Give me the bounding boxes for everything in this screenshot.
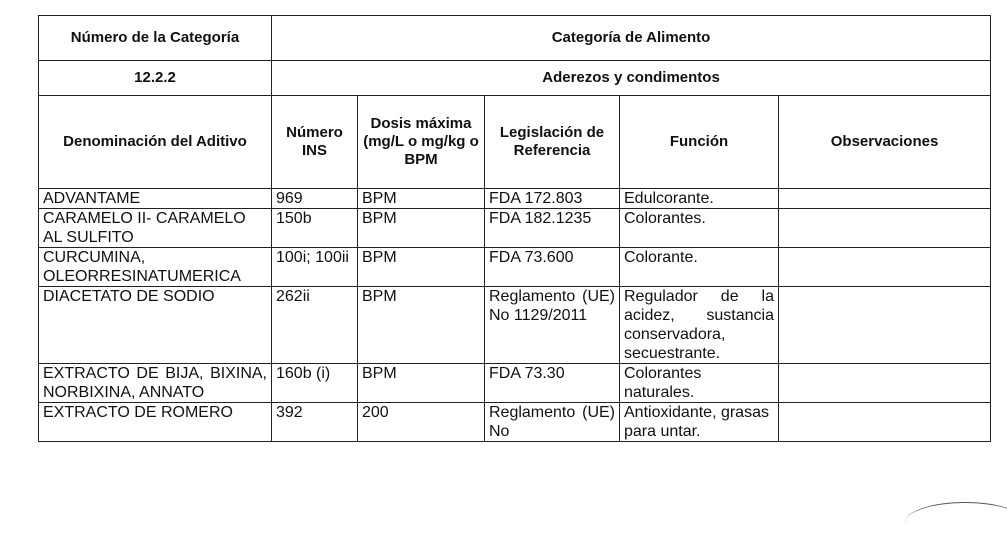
category-name: Aderezos y condimentos <box>272 61 991 96</box>
ins-number: 969 <box>272 189 358 209</box>
observations <box>779 364 991 403</box>
observations <box>779 189 991 209</box>
function: Colorantes. <box>620 209 779 248</box>
max-dose: BPM <box>358 209 485 248</box>
column-header-ins: Número INS <box>272 96 358 189</box>
max-dose: BPM <box>358 248 485 287</box>
category-number: 12.2.2 <box>39 61 272 96</box>
ins-number: 262ii <box>272 287 358 364</box>
table-row <box>39 189 991 209</box>
ins-number: 392 <box>272 403 358 442</box>
category-value-row <box>39 61 991 96</box>
legislation: FDA 73.30 <box>485 364 620 403</box>
function: Regulador de la acidez, sustancia conservadora, secuestrante. <box>620 287 779 364</box>
column-header-max-dose: Dosis máxima (mg/L o mg/kg o BPM <box>358 96 485 189</box>
function: Colorantes naturales. <box>620 364 779 403</box>
column-header-function: Función <box>620 96 779 189</box>
max-dose: 200 <box>358 403 485 442</box>
table-row <box>39 287 991 364</box>
observations <box>779 209 991 248</box>
function: Colorante. <box>620 248 779 287</box>
legislation: Reglamento (UE) No <box>485 403 620 442</box>
max-dose: BPM <box>358 189 485 209</box>
additive-name: EXTRACTO DE BIJA, BIXINA, NORBIXINA, ANNATO <box>39 364 272 403</box>
category-header-row <box>39 16 991 61</box>
additive-name: EXTRACTO DE ROMERO <box>39 403 272 442</box>
ins-number: 150b <box>272 209 358 248</box>
column-header-row <box>39 96 991 189</box>
column-header-legislation: Legislación de Referencia <box>485 96 620 189</box>
additive-name: CURCUMINA, OLEORRESINATUMERICA <box>39 248 272 287</box>
max-dose: BPM <box>358 364 485 403</box>
additive-name: DIACETATO DE SODIO <box>39 287 272 364</box>
function: Antioxidante, grasas para untar. <box>620 403 779 442</box>
ins-number: 100i; 100ii <box>272 248 358 287</box>
observations <box>779 248 991 287</box>
legislation: FDA 172.803 <box>485 189 620 209</box>
legislation: Reglamento (UE) No 1129/2011 <box>485 287 620 364</box>
additives-table <box>38 15 991 442</box>
observations <box>779 403 991 442</box>
table-row <box>39 364 991 403</box>
additives-table-wrapper <box>38 15 991 442</box>
ins-number: 160b (i) <box>272 364 358 403</box>
column-header-additive: Denominación del Aditivo <box>39 96 272 189</box>
table-row <box>39 248 991 287</box>
page-curl-decoration <box>905 502 1007 543</box>
observations <box>779 287 991 364</box>
table-row <box>39 209 991 248</box>
category-number-label: Número de la Categoría <box>39 16 272 61</box>
column-header-observations: Observaciones <box>779 96 991 189</box>
table-row <box>39 403 991 442</box>
function: Edulcorante. <box>620 189 779 209</box>
additive-name: CARAMELO II- CARAMELO AL SULFITO <box>39 209 272 248</box>
legislation: FDA 73.600 <box>485 248 620 287</box>
legislation: FDA 182.1235 <box>485 209 620 248</box>
max-dose: BPM <box>358 287 485 364</box>
food-category-label: Categoría de Alimento <box>272 16 991 61</box>
additive-name: ADVANTAME <box>39 189 272 209</box>
